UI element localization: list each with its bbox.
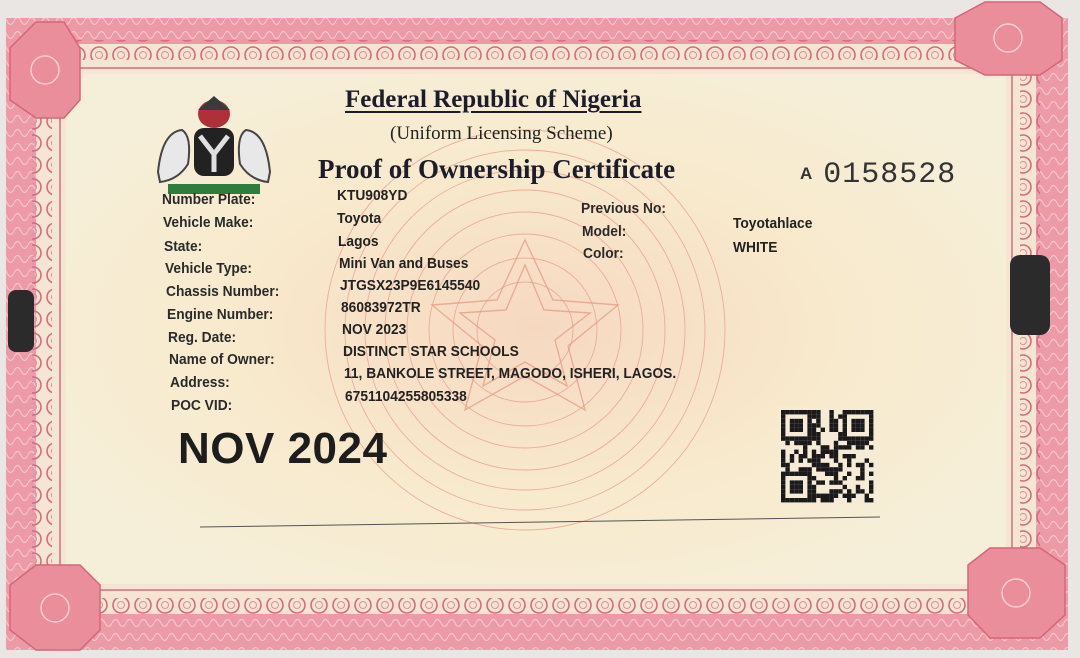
- value-number-plate: KTU908YD: [337, 188, 408, 204]
- label-engine-number: Engine Number:: [167, 307, 274, 323]
- label-number-plate: Number Plate:: [162, 192, 256, 208]
- label-state: State:: [164, 239, 203, 255]
- value-chassis-number: JTGSX23P9E6145540: [340, 278, 481, 294]
- serial-digits: 0158528: [823, 158, 957, 192]
- label-reg-date: Reg. Date:: [168, 330, 237, 346]
- qr-code-icon: [778, 407, 876, 503]
- label-previous-no: Previous No:: [581, 201, 666, 217]
- scheme-subtitle: (Uniform Licensing Scheme): [390, 123, 613, 144]
- label-chassis-number: Chassis Number:: [166, 284, 280, 300]
- value-state: Lagos: [338, 234, 379, 250]
- nigeria-coat-of-arms-icon: [148, 92, 280, 200]
- label-address: Address:: [170, 375, 230, 391]
- value-engine-number: 86083972TR: [341, 300, 421, 316]
- serial-number: [800, 158, 956, 192]
- serial-prefix: A: [800, 164, 814, 183]
- label-color: Color:: [583, 246, 624, 262]
- label-owner-name: Name of Owner:: [169, 352, 275, 368]
- certificate-title: Proof of Ownership Certificate: [318, 154, 676, 184]
- expiry-date: NOV 2024: [178, 424, 388, 473]
- value-model: Toyotahlace: [733, 216, 813, 232]
- value-color: WHITE: [733, 240, 778, 256]
- issuer-title: Federal Republic of Nigeria: [345, 86, 642, 113]
- value-vehicle-type: Mini Van and Buses: [339, 256, 469, 272]
- label-poc-vid: POC VID:: [171, 398, 233, 414]
- label-vehicle-make: Vehicle Make:: [163, 215, 254, 231]
- value-address: 11, BANKOLE STREET, MAGODO, ISHERI, LAGOS.: [344, 366, 677, 382]
- label-model: Model:: [582, 224, 627, 240]
- value-poc-vid: 6751104255805338: [345, 389, 467, 405]
- value-reg-date: NOV 2023: [342, 322, 407, 338]
- label-vehicle-type: Vehicle Type:: [165, 261, 253, 277]
- value-owner-name: DISTINCT STAR SCHOOLS: [343, 344, 519, 360]
- value-vehicle-make: Toyota: [337, 211, 382, 227]
